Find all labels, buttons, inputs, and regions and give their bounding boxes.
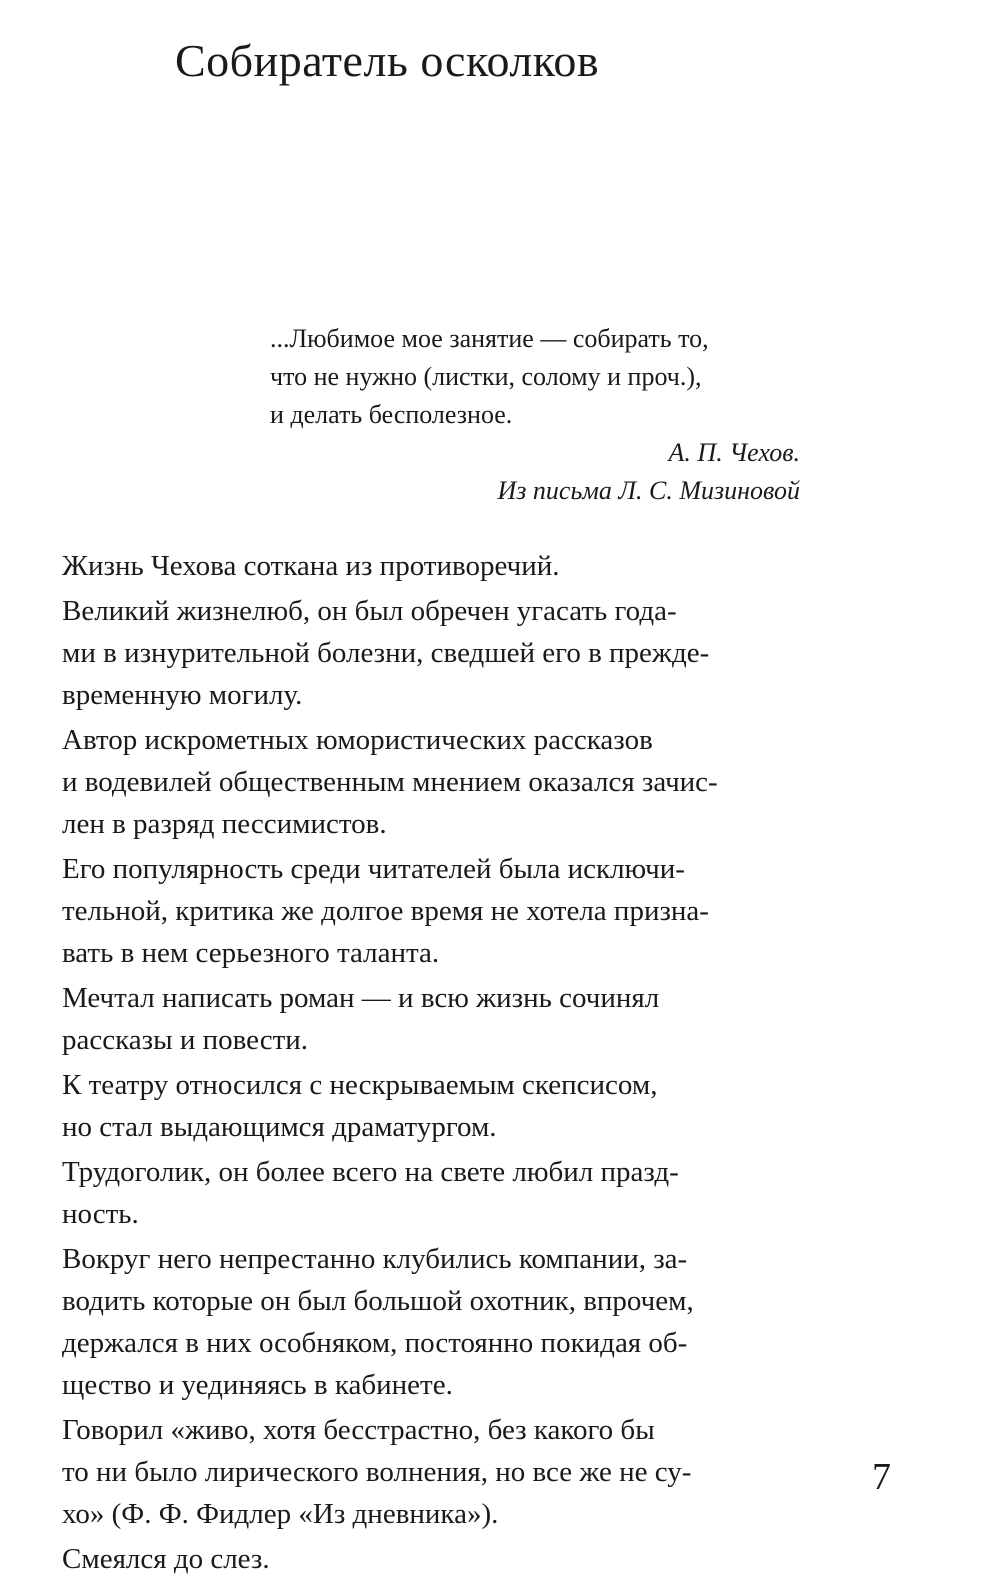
- paragraph: [62, 1238, 807, 1406]
- paragraph: [62, 545, 807, 587]
- text-line: временную могилу.: [62, 679, 303, 711]
- epigraph-source: Из письма Л. С. Мизиновой: [497, 476, 800, 505]
- chapter-title: Собиратель осколков: [175, 35, 600, 86]
- paragraph: [62, 719, 807, 845]
- epigraph-line: и делать бесполезное.: [270, 400, 513, 429]
- text-line: водить которые он был большой охотник, впрочем,: [62, 1285, 694, 1317]
- body-text: [62, 545, 807, 1583]
- paragraph: [62, 848, 807, 974]
- text-line: вать в нем серьезного таланта.: [62, 937, 440, 969]
- text-line: Жизнь Чехова соткана из противоречий.: [62, 550, 560, 582]
- epigraph-author: А. П. Чехов.: [668, 438, 800, 467]
- text-line: Трудоголик, он более всего на свете любил празд-: [62, 1156, 679, 1188]
- epigraph-line: что не нужно (листки, солому и проч.),: [270, 362, 702, 391]
- paragraph: [62, 1151, 807, 1235]
- text-line: но стал выдающимся драматургом.: [62, 1111, 497, 1143]
- text-line: К театру относился с нескрываемым скепсисом,: [62, 1069, 658, 1101]
- text-line: хо» (Ф. Ф. Фидлер «Из дневника»).: [62, 1498, 499, 1530]
- text-line: ми в изнурительной болезни, сведшей его в прежде-: [62, 637, 710, 669]
- text-line: и водевилей общественным мнением оказался зачис-: [62, 766, 718, 798]
- epigraph-line: ...Любимое мое занятие — собирать то,: [270, 324, 709, 353]
- page-number: 7: [872, 1456, 891, 1498]
- epigraph: [270, 320, 800, 510]
- text-line: тельной, критика же долгое время не хотела призна-: [62, 895, 709, 927]
- text-line: Смеялся до слез.: [62, 1543, 270, 1575]
- text-line: ность.: [62, 1198, 139, 1230]
- text-line: Автор искрометных юмористических рассказов: [62, 724, 653, 756]
- text-line: то ни было лирического волнения, но все же не су-: [62, 1456, 692, 1488]
- paragraph: [62, 1409, 807, 1535]
- text-line: Говорил «живо, хотя бесстрастно, без какого бы: [62, 1414, 655, 1446]
- paragraph: [62, 590, 807, 716]
- paragraph: [62, 1538, 807, 1580]
- paragraph: [62, 977, 807, 1061]
- paragraph: [62, 1064, 807, 1148]
- text-line: Мечтал написать роман — и всю жизнь сочинял: [62, 982, 660, 1014]
- text-line: Его популярность среди читателей была исключи-: [62, 853, 685, 885]
- text-line: держался в них особняком, постоянно покидая об-: [62, 1327, 688, 1359]
- text-line: щество и уединяясь в кабинете.: [62, 1369, 453, 1401]
- text-line: лен в разряд пессимистов.: [62, 808, 387, 840]
- text-line: Великий жизнелюб, он был обречен угасать года-: [62, 595, 677, 627]
- text-line: Вокруг него непрестанно клубились компании, за-: [62, 1243, 688, 1275]
- text-line: рассказы и повести.: [62, 1024, 309, 1056]
